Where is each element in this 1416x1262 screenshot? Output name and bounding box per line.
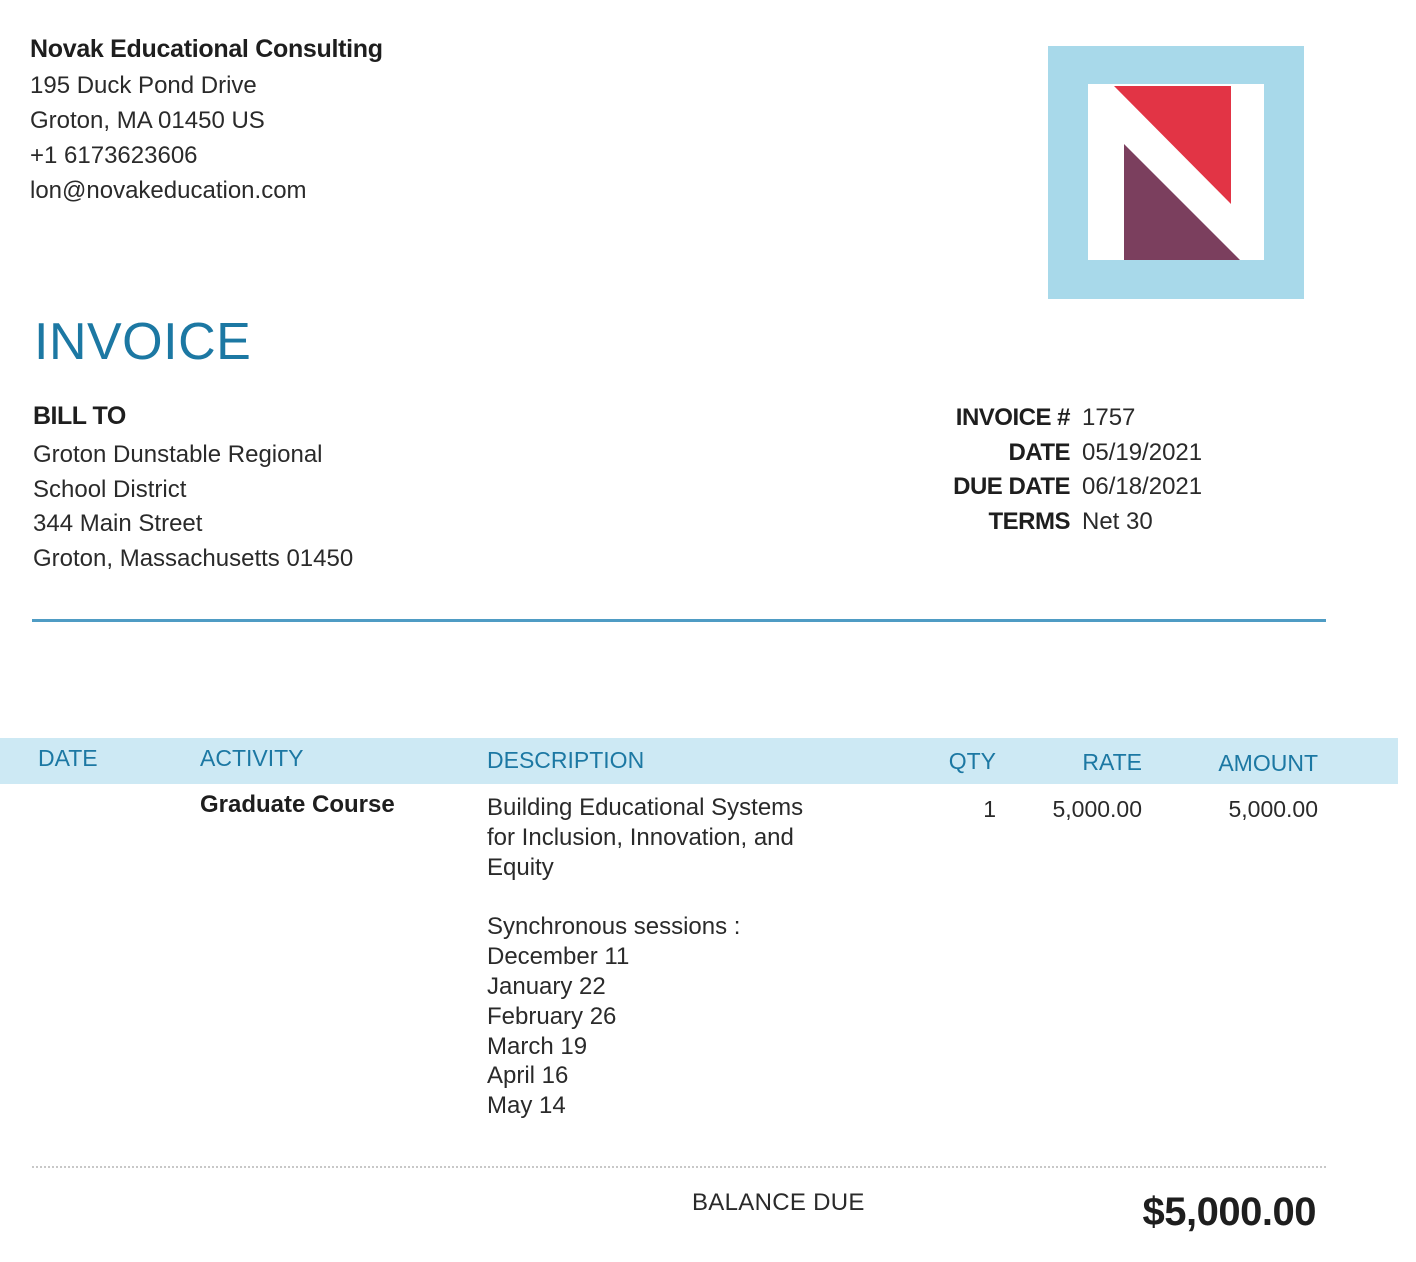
balance-due-value: $5,000.00	[1142, 1190, 1316, 1234]
bill-to-line: School District	[33, 475, 187, 503]
meta-value: 05/19/2021	[1082, 438, 1203, 466]
description-line: February 26	[487, 1002, 617, 1030]
meta-label: INVOICE #	[955, 404, 1070, 431]
company-email: lon@novakeducation.com	[30, 177, 307, 204]
description-spacer	[487, 882, 847, 912]
meta-value: 1757	[1082, 404, 1136, 431]
row-rate: 5,000.00	[1052, 796, 1142, 822]
description-line: Synchronous sessions :	[487, 913, 741, 941]
company-info	[30, 34, 383, 208]
meta-value: Net 30	[1082, 507, 1153, 535]
invoice-meta	[900, 404, 1202, 542]
description-line: May 14	[487, 1092, 566, 1120]
bill-to	[33, 400, 353, 576]
company-phone: +1 6173623606	[30, 142, 198, 169]
company-name: Novak Educational Consulting	[30, 35, 383, 63]
meta-invoice-number	[900, 404, 1202, 439]
meta-terms	[900, 508, 1202, 543]
row-description	[487, 793, 847, 1121]
col-header-date: DATE	[38, 745, 98, 771]
row-amount: 5,000.00	[1228, 796, 1318, 822]
bill-to-line: Groton Dunstable Regional	[33, 441, 323, 468]
description-line: Building Educational Systems	[487, 794, 804, 821]
description-line: for Inclusion, Innovation, and	[487, 823, 794, 851]
meta-due-date	[900, 473, 1202, 508]
description-line: March 19	[487, 1032, 588, 1060]
header-divider	[32, 619, 1326, 622]
row-qty: 1	[983, 796, 996, 822]
meta-date	[900, 439, 1202, 474]
col-header-qty: QTY	[948, 748, 996, 774]
meta-label: DUE DATE	[953, 473, 1070, 500]
meta-label: TERMS	[988, 507, 1070, 535]
totals-divider	[32, 1166, 1326, 1168]
novak-n-logo-icon	[1048, 46, 1304, 299]
description-line: January 22	[487, 972, 606, 1000]
bill-to-line: Groton, Massachusetts 01450	[33, 544, 354, 572]
description-line: Equity	[487, 853, 554, 881]
description-line: April 16	[487, 1062, 569, 1090]
meta-label: DATE	[1008, 438, 1070, 466]
invoice-title: INVOICE	[34, 313, 252, 371]
company-address-line1: 195 Duck Pond Drive	[30, 72, 257, 99]
col-header-amount: AMOUNT	[1218, 750, 1318, 776]
col-header-description: DESCRIPTION	[487, 747, 645, 773]
bill-to-heading: BILL TO	[33, 402, 126, 430]
col-header-activity: ACTIVITY	[200, 745, 304, 771]
balance-due-label: BALANCE DUE	[692, 1189, 865, 1216]
company-address-line2: Groton, MA 01450 US	[30, 107, 265, 134]
col-header-rate: RATE	[1082, 749, 1142, 775]
bill-to-line: 344 Main Street	[33, 510, 203, 537]
row-activity: Graduate Course	[200, 791, 395, 818]
meta-value: 06/18/2021	[1082, 473, 1203, 500]
description-line: December 11	[487, 943, 630, 971]
